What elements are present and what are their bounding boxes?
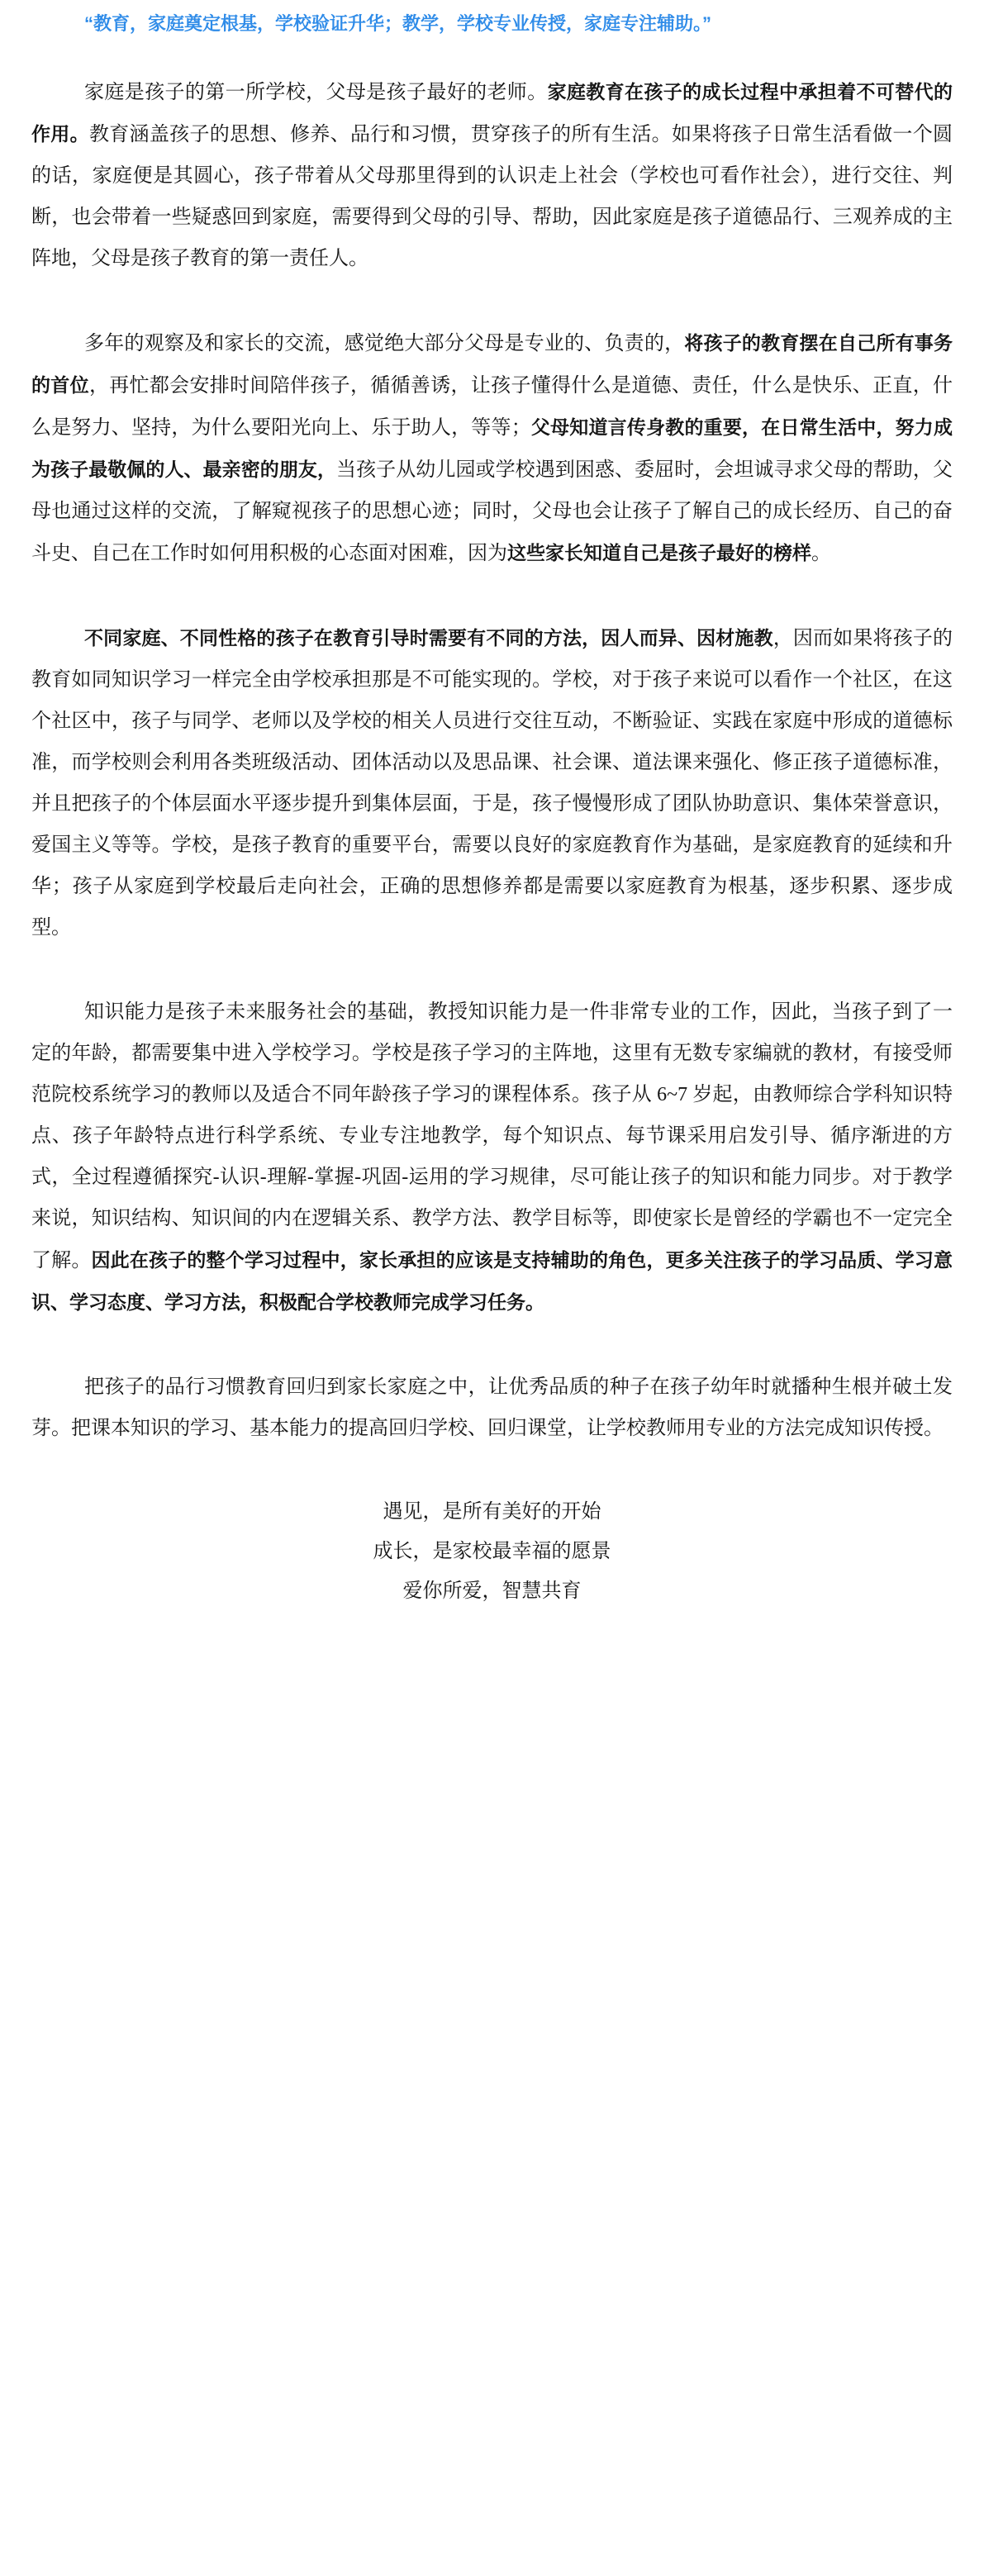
- paragraph: [31, 1366, 953, 1449]
- text-run: ，再忙都会安排时间陪伴孩子，循循善诱，让孩子懂得什么是道德、责任，什么是快乐、正直，什么是努力、坚持，为什么要阳光向上、乐于助人，等等；: [31, 375, 953, 439]
- closing-line: 遇见，是所有美好的开始: [383, 1501, 601, 1523]
- article-body: [31, 71, 953, 1449]
- bold-text-run: 家庭教育在孩子的成长过程中承担着不可替代的作用。: [31, 81, 953, 145]
- bold-text-run: 因此在孩子的整个学习过程中，家长承担的应该是支持辅助的角色，更多关注孩子的学习品质、学习意识、学习态度、学习方法，积极配合学校教师完成学习任务。: [31, 1249, 953, 1313]
- closing-line: 爱你所爱，智慧共育: [402, 1580, 582, 1602]
- paragraph: [31, 322, 953, 574]
- paragraph: [31, 617, 953, 948]
- paragraph: [31, 71, 953, 279]
- bold-text-run: 不同家庭、不同性格的孩子在教育引导时需要有不同的方法，因人而异、因材施教: [84, 627, 773, 649]
- text-run: 当孩子从幼儿园或学校遇到困惑、委屈时，会坦诚寻求父母的帮助，父母也通过这样的交流，了解窥视孩子的思想心迹；同时，父母也会让孩子了解自己的成长经历、自己的奋斗史、自己在工作时如何用积极的心态面对困难，因为: [31, 459, 953, 564]
- text-run: 教育涵盖孩子的思想、修养、品行和习惯，贯穿孩子的所有生活。如果将孩子日常生活看做一个圆的话，家庭便是其圆心，孩子带着从父母那里得到的认识走上社会（学校也可看作社会），进行交往、判断，也会带着一些疑惑回到家庭，需要得到父母的引导、帮助，因此家庭是孩子道德品行、三观养成的主阵地，父母是孩子教育的第一责任人。: [31, 124, 953, 269]
- text-run: 多年的观察及和家长的交流，感觉绝大部分父母是专业的、负责的，: [84, 333, 685, 354]
- header-quote: “教育，家庭奠定根基，学校验证升华；教学，学校专业传授，家庭专注辅助。”: [84, 13, 712, 34]
- bold-text-run: 父母知道言传身教的重要，在日常生活中，努力成为孩子最敬佩的人、最亲密的朋友，: [31, 416, 953, 480]
- text-run: 家庭是孩子的第一所学校，父母是孩子最好的老师。: [84, 82, 548, 103]
- text-run: 知识能力是孩子未来服务社会的基础，教授知识能力是一件非常专业的工作，因此，当孩子到了一定的年龄，都需要集中进入学校学习。学校是孩子学习的主阵地，这里有无数专家编就的教材，有接受师范院校系统学习的教师以及适合不同年龄孩子学习的课程体系。孩子从 6~7 岁起，由教师综合学科知识特点、孩子年龄特点进行科学系统、专业专注地教学，每个知识点、每节课采用启发引导、循序渐进的方式，全过程遵循探究-认识-理解-掌握-巩固-运用的学习规律，尽可能让孩子的知识和能力同步。对于教学来说，知识结构、知识间的内在逻辑关系、教学方法、教学目标等，即使家长是曾经的学霸也不一定完全了解。: [31, 1001, 953, 1271]
- closing-block: [31, 1492, 953, 1611]
- closing-line: 成长，是家校最幸福的愿景: [373, 1541, 611, 1562]
- bold-text-run: 这些家长知道自己是孩子最好的榜样: [507, 542, 811, 563]
- text-run: 把孩子的品行习惯教育回归到家长家庭之中，让优秀品质的种子在孩子幼年时就播种生根并破土发芽。把课本知识的学习、基本能力的提高回归学校、回归课堂，让学校教师用专业的方法完成知识传授。: [31, 1376, 953, 1439]
- paragraph: [31, 991, 953, 1324]
- text-run: 。: [811, 543, 831, 564]
- bold-text-run: 将孩子的教育摆在自己所有事务的首位: [31, 332, 953, 396]
- text-run: ，因而如果将孩子的教育如同知识学习一样完全由学校承担那是不可能实现的。学校，对于孩子来说可以看作一个社区，在这个社区中，孩子与同学、老师以及学校的相关人员进行交往互动，不断验证、实践在家庭中形成的道德标准，而学校则会利用各类班级活动、团体活动以及思品课、社会课、道法课来强化、修正孩子道德标准，并且把孩子的个体层面水平逐步提升到集体层面，于是，孩子慢慢形成了团队协助意识、集体荣誉意识，爱国主义等等。学校，是孩子教育的重要平台，需要以良好的家庭教育作为基础，是家庭教育的延续和升华；孩子从家庭到学校最后走向社会，正确的思想修养都是需要以家庭教育为根基，逐步积累、逐步成型。: [31, 628, 953, 939]
